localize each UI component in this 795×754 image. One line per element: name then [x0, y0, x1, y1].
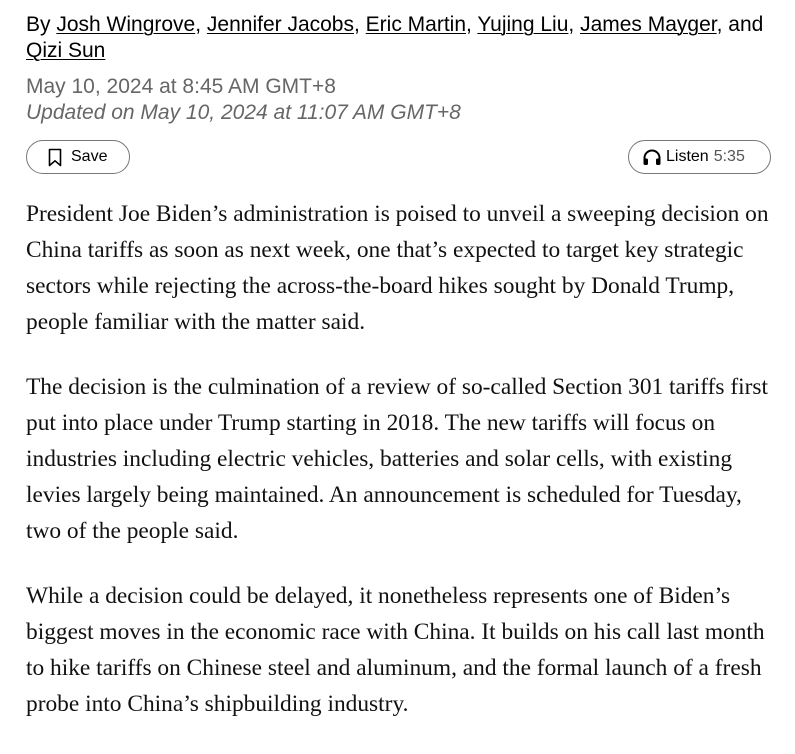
- article-paragraph: The decision is the culmination of a review of so-called Section 301 tariffs first put into place under Trump starting in 2018. The new tariffs will focus on industries including electric vehicles, batteries and solar cells, with existing levies largely being maintained. An announcement is scheduled for Tuesday, two of the people said.: [26, 374, 769, 544]
- author-link-josh-wingrove[interactable]: Josh Wingrove: [56, 13, 196, 36]
- author-link-qizi-sun[interactable]: Qizi Sun: [26, 39, 106, 62]
- author-link-yujing-liu[interactable]: Yujing Liu: [477, 13, 569, 36]
- listen-button[interactable]: [628, 140, 771, 174]
- byline-separator: ,: [354, 13, 366, 36]
- article-toolbar: [26, 140, 770, 176]
- updated-date: Updated on May 10, 2024 at 11:07 AM GMT+8: [26, 101, 461, 124]
- byline: [26, 12, 770, 64]
- listen-duration: 5:35: [713, 148, 745, 165]
- byline-separator: ,: [466, 13, 478, 36]
- save-label: Save: [71, 148, 108, 165]
- article-paragraph: President Joe Biden’s administration is poised to unveil a sweeping decision on China tariffs as soon as next week, one that’s expected to target key strategic sectors while rejecting the across-the-board hikes sought by Donald Trump, people familiar with the matter said.: [26, 201, 769, 335]
- save-button[interactable]: [26, 140, 130, 174]
- author-link-jennifer-jacobs[interactable]: Jennifer Jacobs: [206, 13, 354, 36]
- author-link-james-mayger[interactable]: James Mayger: [580, 13, 717, 36]
- article-dates: [26, 74, 770, 126]
- bookmark-icon: [48, 148, 62, 167]
- headphones-icon: [642, 148, 662, 166]
- byline-prefix: By: [26, 13, 57, 36]
- article-paragraph: While a decision could be delayed, it nonetheless represents one of Biden’s biggest moves in the economic race with China. It builds on his call last month to hike tariffs on Chinese steel and aluminum, and the formal launch of a fresh probe into China’s shipbuilding industry.: [26, 583, 765, 717]
- article: [26, 12, 770, 751]
- listen-label: Listen: [666, 148, 709, 165]
- byline-and: , and: [716, 13, 764, 36]
- article-body: [26, 196, 770, 722]
- published-date: May 10, 2024 at 8:45 AM GMT+8: [26, 75, 336, 98]
- author-link-eric-martin[interactable]: Eric Martin: [365, 13, 467, 36]
- byline-separator: ,: [195, 13, 207, 36]
- byline-separator: ,: [568, 13, 581, 36]
